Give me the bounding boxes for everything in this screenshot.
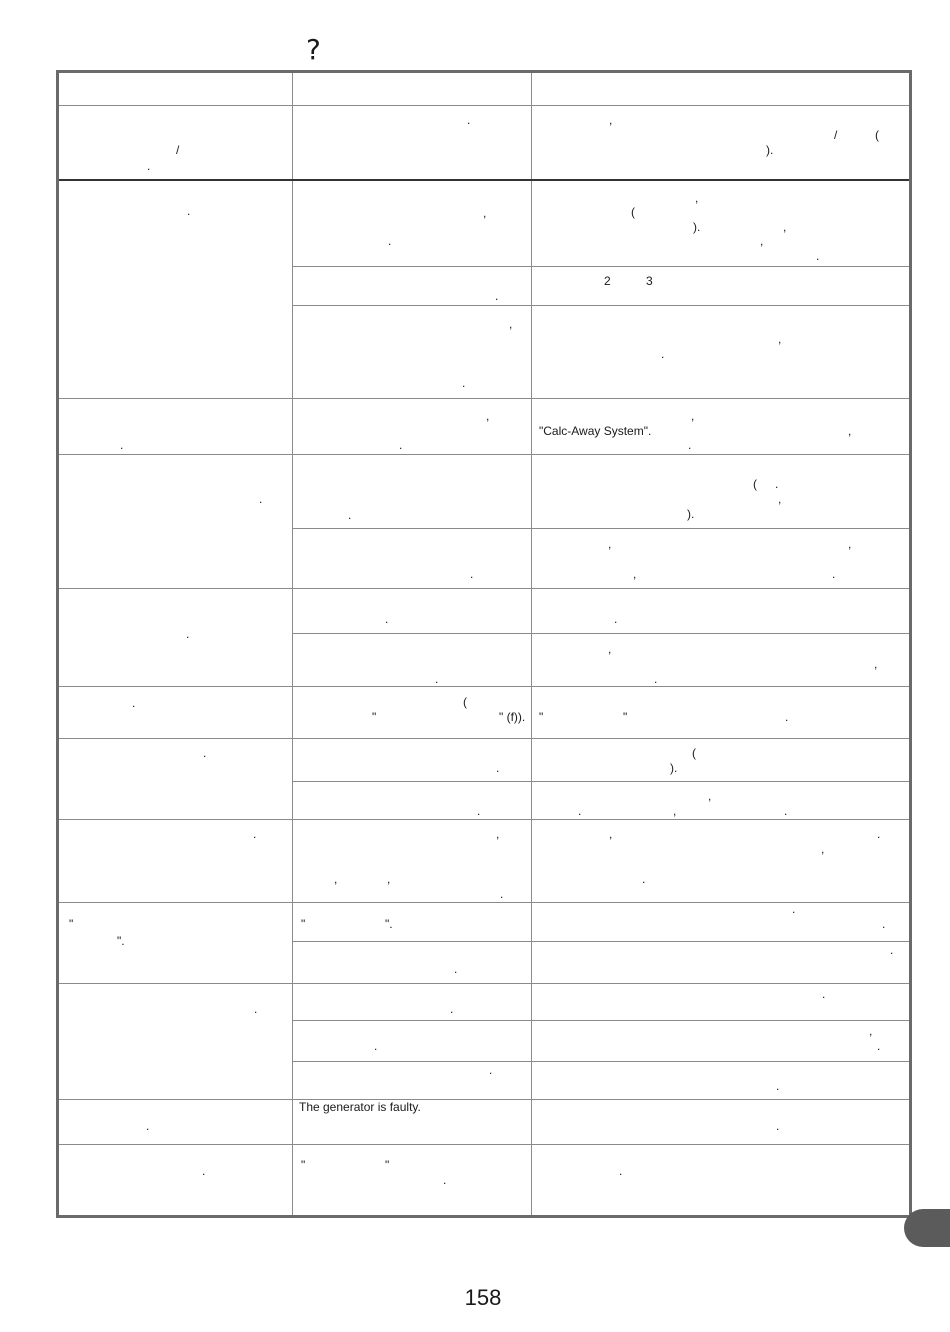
table-cell-text: . xyxy=(146,1119,150,1133)
table-cell-text: , xyxy=(783,220,787,234)
page-title-question-mark: ? xyxy=(306,33,321,66)
table-cell-text: ). xyxy=(766,143,774,157)
table-cell-text: ( xyxy=(875,128,879,142)
table-cell-text: . xyxy=(435,672,439,686)
table-cell-text: , xyxy=(609,113,613,127)
row-divider xyxy=(292,266,909,267)
table-cell-text: , xyxy=(695,191,699,205)
table-cell-text: 3 xyxy=(646,274,653,288)
header-row-divider xyxy=(59,105,909,106)
table-cell-text: The generator is faulty. xyxy=(299,1100,421,1114)
row-divider xyxy=(59,1144,909,1145)
table-cell-text: . xyxy=(203,746,207,760)
table-cell-text: . xyxy=(450,1002,454,1016)
table-cell-text: ( xyxy=(631,205,635,219)
table-cell-text: . xyxy=(688,438,692,452)
table-cell-text: , xyxy=(869,1024,873,1038)
table-cell-text: ). xyxy=(693,220,701,234)
table-cell-text: . xyxy=(467,113,471,127)
table-cell-text: , xyxy=(496,827,500,841)
table-cell-text: . xyxy=(614,612,618,626)
table-cell-text: . xyxy=(495,289,499,303)
row-divider xyxy=(59,1099,909,1100)
table-cell-text: ). xyxy=(687,507,695,521)
table-cell-text: , xyxy=(334,872,338,886)
table-cell-text: . xyxy=(784,804,788,818)
table-cell-text: . xyxy=(776,1119,780,1133)
row-divider xyxy=(59,819,909,820)
column-divider-1 xyxy=(292,73,293,1215)
table-cell-text: ( xyxy=(692,746,696,760)
row-divider xyxy=(59,179,909,181)
row-divider xyxy=(59,738,909,739)
table-cell-text: . xyxy=(877,827,881,841)
table-cell-text: " xyxy=(301,1158,306,1172)
table-cell-text: ( xyxy=(463,695,467,709)
table-cell-text: . xyxy=(385,612,389,626)
table-cell-text: . xyxy=(792,902,796,916)
row-divider xyxy=(59,983,909,984)
row-divider xyxy=(292,633,909,634)
table-cell-text: 2 xyxy=(604,274,611,288)
table-cell-text: ". xyxy=(385,917,393,931)
table-cell-text: , xyxy=(509,317,513,331)
table-cell-text: . xyxy=(462,376,466,390)
table-cell-text: . xyxy=(882,917,886,931)
row-divider xyxy=(59,686,909,687)
table-cell-text: . xyxy=(374,1039,378,1053)
table-cell-text: . xyxy=(822,987,826,1001)
row-divider xyxy=(292,528,909,529)
row-divider xyxy=(292,941,909,942)
table-cell-text: , xyxy=(848,424,852,438)
table-cell-text: . xyxy=(785,710,789,724)
table-cell-text: , xyxy=(821,842,825,856)
table-cell-text: " xyxy=(623,710,628,724)
row-divider xyxy=(292,781,909,782)
table-cell-text: " xyxy=(301,917,306,931)
table-cell-text: . xyxy=(259,492,263,506)
table-cell-text: , xyxy=(848,537,852,551)
table-cell-text: " xyxy=(385,1158,390,1172)
row-divider xyxy=(292,1020,909,1021)
table-cell-text: . xyxy=(254,1002,258,1016)
table-cell-text: " xyxy=(539,710,544,724)
table-cell-text: . xyxy=(500,887,504,901)
page-number: 158 xyxy=(464,1285,502,1310)
table-cell-text: , xyxy=(486,409,490,423)
table-cell-text: . xyxy=(348,508,352,522)
table-cell-text: . xyxy=(578,804,582,818)
table-cell-text: . xyxy=(654,672,658,686)
table-cell-text: . xyxy=(816,249,820,263)
table-cell-text: " (f)). xyxy=(499,710,526,724)
table-cell-text: / xyxy=(176,143,180,157)
row-divider xyxy=(59,588,909,589)
table-cell-text: . xyxy=(187,204,191,218)
table-cell-text: ( xyxy=(753,477,757,491)
table-cell-text: . xyxy=(443,1173,447,1187)
row-divider xyxy=(292,305,909,306)
table-cell-text: " xyxy=(372,710,377,724)
table-cell-text: . xyxy=(489,1063,493,1077)
table-cell-text: . xyxy=(619,1164,623,1178)
table-cell-text: ". xyxy=(117,934,125,948)
table-cell-text: , xyxy=(608,537,612,551)
table-cell-text: . xyxy=(132,696,136,710)
table-cell-text: . xyxy=(661,347,665,361)
table-cell-text: . xyxy=(147,159,151,173)
row-divider xyxy=(59,398,909,399)
table-cell-text: ). xyxy=(670,761,678,775)
table-cell-text: " xyxy=(69,917,74,931)
table-cell-text: , xyxy=(483,206,487,220)
table-cell-text: , xyxy=(708,789,712,803)
table-cell-text: . xyxy=(470,567,474,581)
table-cell-text: , xyxy=(673,804,677,818)
table-cell-text: , xyxy=(387,872,391,886)
table-cell-text: . xyxy=(253,827,257,841)
row-divider xyxy=(292,1061,909,1062)
table-cell-text: . xyxy=(832,567,836,581)
table-cell-text: . xyxy=(399,438,403,452)
table-cell-text: , xyxy=(874,657,878,671)
table-cell-text: / xyxy=(834,128,838,142)
table-cell-text: . xyxy=(120,438,124,452)
table-cell-text: , xyxy=(778,492,782,506)
table-cell-text: . xyxy=(454,962,458,976)
table-cell-text: . xyxy=(477,804,481,818)
troubleshooting-table xyxy=(56,70,912,1218)
table-cell-text: . xyxy=(776,1079,780,1093)
section-tab-marker xyxy=(904,1209,950,1247)
table-cell-text: , xyxy=(609,827,613,841)
column-divider-2 xyxy=(531,73,532,1215)
table-cell-text: "Calc-Away System". xyxy=(539,424,652,438)
table-cell-text: , xyxy=(691,409,695,423)
table-cell-text: . xyxy=(388,234,392,248)
table-cell-text: , xyxy=(760,234,764,248)
table-cell-text: . xyxy=(775,477,779,491)
table-cell-text: . xyxy=(496,761,500,775)
row-divider xyxy=(59,454,909,455)
table-cell-text: . xyxy=(202,1164,206,1178)
table-cell-text: . xyxy=(642,872,646,886)
table-cell-text: , xyxy=(778,332,782,346)
table-cell-text: . xyxy=(186,627,190,641)
row-divider xyxy=(59,902,909,903)
table-cell-text: . xyxy=(877,1039,881,1053)
table-cell-text: , xyxy=(608,642,612,656)
table-cell-text: . xyxy=(890,943,894,957)
table-cell-text: , xyxy=(633,567,637,581)
